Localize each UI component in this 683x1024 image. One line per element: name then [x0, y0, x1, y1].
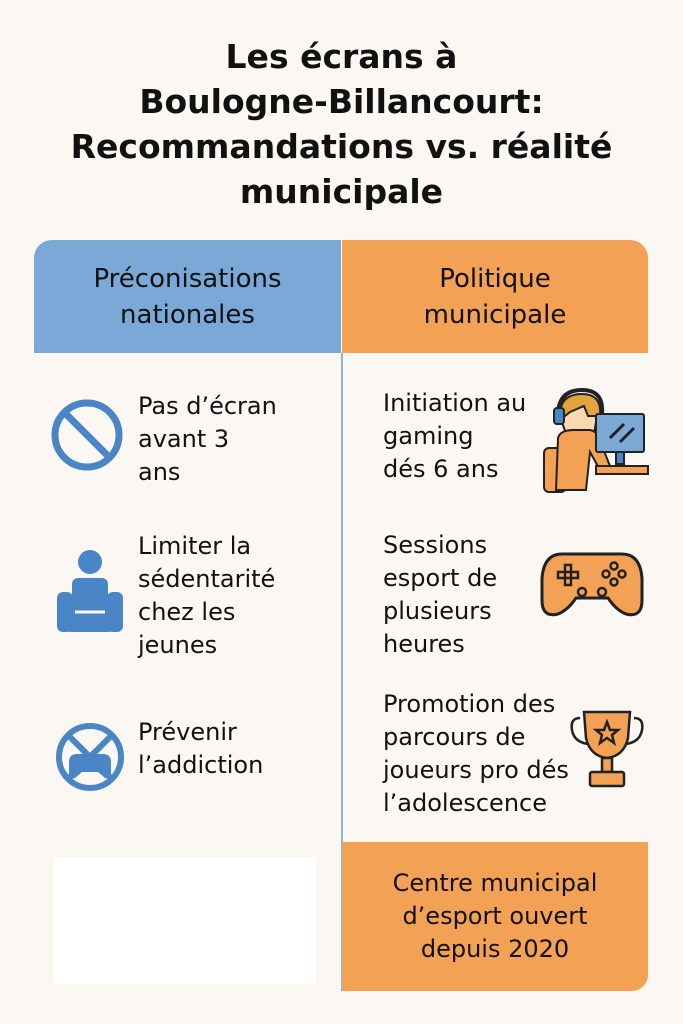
crossed-gamepad-icon	[55, 722, 125, 792]
title-line: Les écrans à	[225, 37, 458, 76]
header-line: municipale	[423, 299, 567, 330]
header-line: Préconisations	[93, 263, 282, 294]
esport-center-box: Centre municipal d’esport ouvert depuis 2020	[342, 842, 648, 991]
title-line: municipale	[239, 172, 444, 211]
right-item-esport-sessions: Sessions esport de plusieurs heures	[383, 531, 498, 658]
national-recommendations-header	[34, 240, 341, 353]
header-line: Politique	[439, 263, 551, 294]
right-item-gaming-initiation: Initiation au gaming dés 6 ans	[383, 389, 527, 483]
header-line: nationales	[120, 299, 255, 330]
gamer-at-computer-icon	[540, 386, 650, 494]
trophy-icon	[570, 708, 644, 790]
right-item-pro-pathway: Promotion des parcours de joueurs pro dés l’adolescence	[383, 690, 569, 817]
blank-panel	[54, 857, 316, 984]
prohibited-icon	[50, 398, 124, 472]
left-item-no-screen: Pas d’écran avant 3 ans	[138, 392, 277, 486]
gamepad-icon	[540, 548, 644, 620]
left-item-sedentary: Limiter la sédentarité chez les jeunes	[138, 532, 276, 659]
title-line: Boulogne-Billancourt:	[139, 82, 544, 121]
left-item-addiction: Prévenir l’addiction	[138, 718, 264, 779]
page-title	[0, 34, 683, 214]
title-line: Recommandations vs. réalité	[70, 127, 613, 166]
seated-person-icon	[55, 548, 125, 634]
municipal-policy-header	[342, 240, 648, 353]
